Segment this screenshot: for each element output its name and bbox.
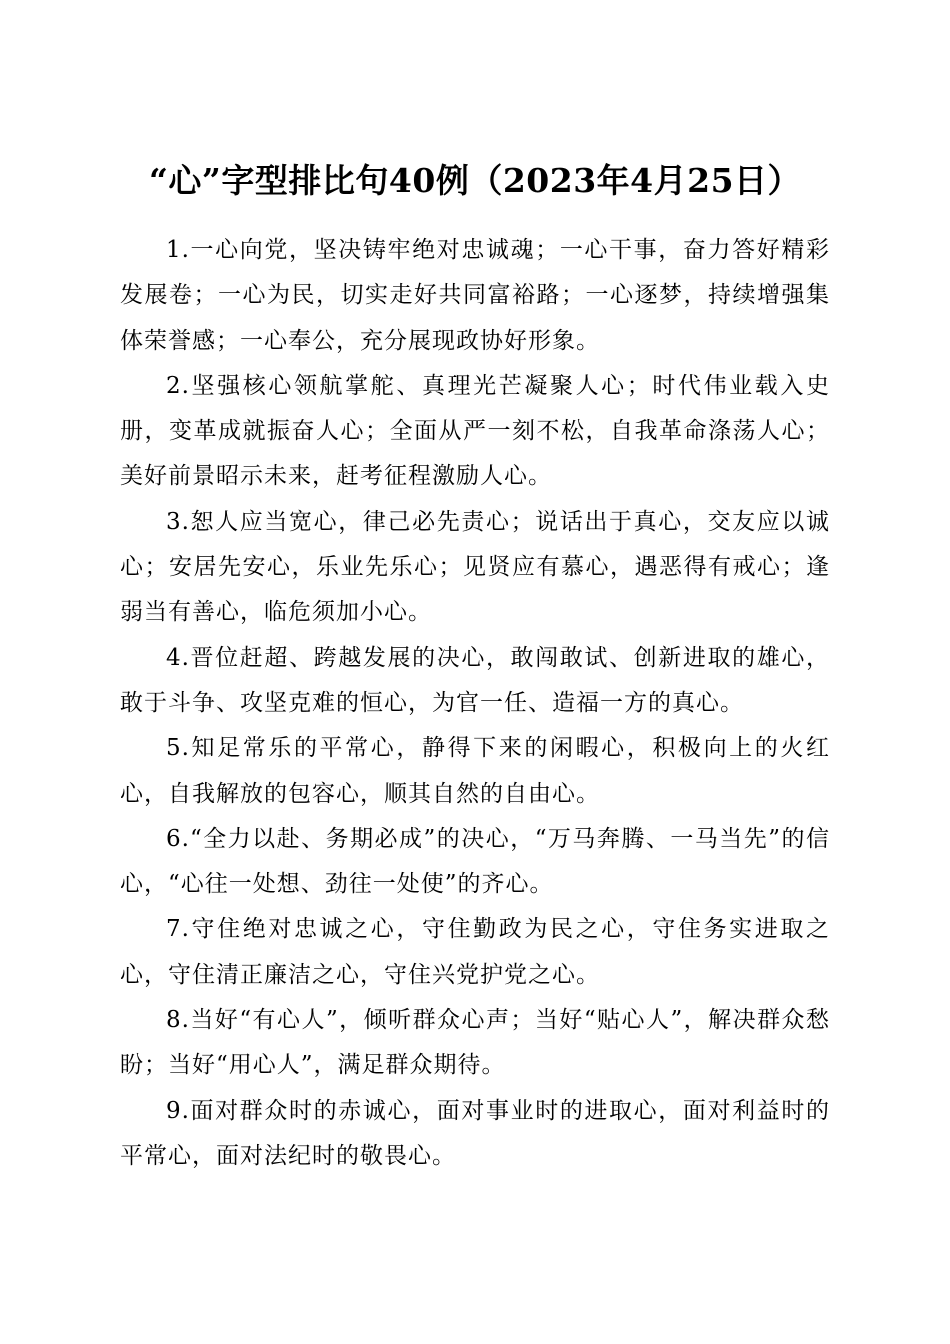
document-body [120, 228, 830, 1179]
paragraph-2: 2.坚强核心领航掌舵、真理光芒凝聚人心；时代伟业载入史册，变革成就振奋人心；全面从严一刻不松，自我革命涤荡人心；美好前景昭示未来，赶考征程激励人心。 [120, 372, 830, 490]
paragraph-4: 4.晋位赶超、跨越发展的决心，敢闯敢试、创新进取的雄心，敢于斗争、攻坚克难的恒心，为官一任、造福一方的真心。 [120, 644, 830, 716]
paragraph-9: 9.面对群众时的赤诚心，面对事业时的进取心，面对利益时的平常心，面对法纪时的敬畏心。 [120, 1097, 830, 1169]
paragraph-5: 5.知足常乐的平常心，静得下来的闲暇心，积极向上的火红心，自我解放的包容心，顺其自然的自由心。 [120, 735, 830, 807]
paragraph-3: 3.恕人应当宽心，律己必先责心；说话出于真心，交友应以诚心；安居先安心，乐业先乐心；见贤应有慕心，遇恶得有戒心；逢弱当有善心，临危须加小心。 [120, 508, 830, 626]
paragraph-8: 8.当好“有心人”，倾听群众心声；当好“贴心人”，解决群众愁盼；当好“用心人”，满足群众期待。 [120, 1007, 830, 1079]
document-title: “心”字型排比句40例（2023年4月25日） [148, 161, 802, 201]
paragraph-6: 6.“全力以赴、务期必成”的决心，“万马奔腾、一马当先”的信心，“心往一处想、劲往一处使”的齐心。 [120, 825, 830, 898]
paragraph-7: 7.守住绝对忠诚之心，守住勤政为民之心，守住务实进取之心，守住清正廉洁之心，守住兴党护党之心。 [120, 916, 830, 988]
paragraph-1: 1.一心向党，坚决铸牢绝对忠诚魂；一心干事，奋力答好精彩发展卷；一心为民，切实走好共同富裕路；一心逐梦，持续增强集体荣誉感；一心奉公，充分展现政协好形象。 [120, 237, 830, 354]
